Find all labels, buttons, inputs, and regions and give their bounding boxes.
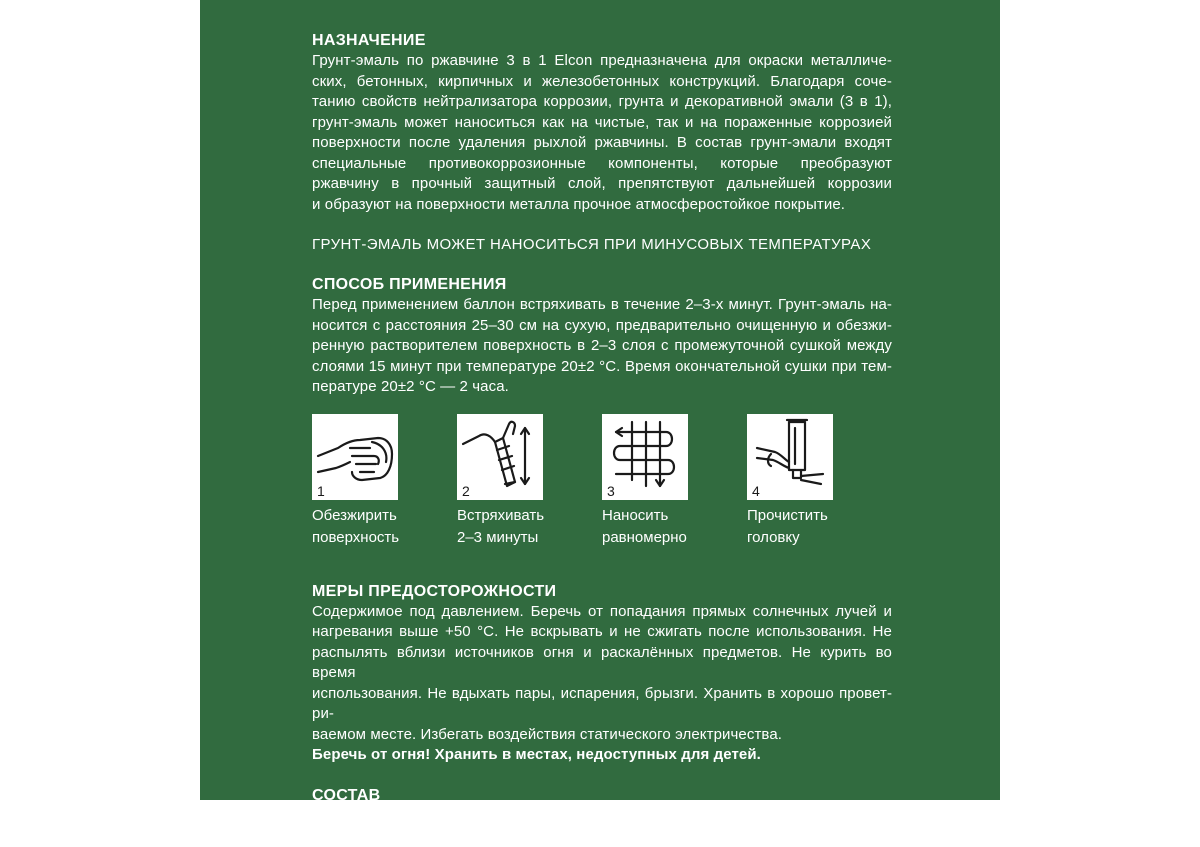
text-line: пропан, бутан. xyxy=(312,827,415,844)
precautions-heading: МЕРЫ ПРЕДОСТОРОЖНОСТИ xyxy=(312,582,557,600)
temperature-note: ГРУНТ-ЭМАЛЬ МОЖЕТ НАНОСИТЬСЯ ПРИ МИНУСОВЫХ ТЕМПЕРАТУРАХ xyxy=(312,236,872,253)
purpose-heading: НАЗНАЧЕНИЕ xyxy=(312,32,426,49)
step-number: 3 xyxy=(607,482,615,499)
text-line: использования. Не вдыхать пары, испарения, брызги. Хранить в хорошо проветри- xyxy=(312,684,892,722)
caption-line: Встряхивать xyxy=(457,506,545,524)
composition-heading: СОСТАВ xyxy=(312,786,381,804)
text-line: распылять вблизи источников огня и раскалённых предметов. Не курить во время xyxy=(312,643,892,681)
fire-warning: Беречь от огня! Хранить в местах, недоступных для детей. xyxy=(312,746,761,763)
step-caption xyxy=(312,505,457,549)
text-line: Перед применением баллон встряхивать в течение 2–3-х минут. Грунт-эмаль на- xyxy=(312,296,892,313)
precautions-text xyxy=(312,602,892,766)
caption-line: Обезжирить xyxy=(312,506,397,524)
text-line: Синтетические смолы, пигменты, наполнители, ароматические углеводороды, xyxy=(312,806,867,824)
text-line: нагревания выше +50 °С. Не вскрывать и не сжигать после использования. Не xyxy=(312,623,892,640)
text-line: слоями 15 минут при температуре 20±2 °С. Время окончательной сушки при тем- xyxy=(312,357,892,375)
text-line: танию свойств нейтрализатора коррозии, грунта и декоративной эмали (3 в 1), xyxy=(312,93,892,110)
step-2 xyxy=(457,414,602,549)
application-heading: СПОСОБ ПРИМЕНЕНИЯ xyxy=(312,276,507,293)
text-line: ских, бетонных, кирпичных и железобетонных конструкций. Благодаря соче- xyxy=(312,72,892,90)
text-line: ржавчину в прочный защитный слой, препятствуют дальнейшей коррозии xyxy=(312,175,892,192)
step-3 xyxy=(602,414,747,549)
text-line: носится с расстояния 25–30 см на сухую, предварительно очищенную и обезжи- xyxy=(312,316,892,334)
clean-nozzle-icon xyxy=(747,414,833,500)
caption-line: головку xyxy=(747,528,800,546)
step-number: 4 xyxy=(752,482,760,499)
text-line: ваемом месте. Избегать воздействия статического электричества. xyxy=(312,725,783,743)
step-caption xyxy=(457,505,602,549)
step-1 xyxy=(312,414,457,549)
text-line: ренную растворителем поверхность в 2–3 слоя с промежуточной сушкой между xyxy=(312,337,892,354)
instruction-panel xyxy=(200,0,1000,844)
caption-line: поверхность xyxy=(312,528,400,546)
text-line: поверхности после удаления рыхлой ржавчины. В состав грунт-эмали входят xyxy=(312,134,892,151)
text-line: пературе 20±2 °С — 2 часа. xyxy=(312,378,509,395)
degrease-hand-icon xyxy=(312,414,398,500)
text-line: специальные противокоррозионные компоненты, которые преобразуют xyxy=(312,154,892,172)
caption-line: равномерно xyxy=(602,528,687,546)
step-4 xyxy=(747,414,892,549)
caption-line: 2–3 минуты xyxy=(457,528,539,546)
content xyxy=(312,30,892,847)
caption-line: Прочистить xyxy=(747,506,828,524)
caption-line: Наносить xyxy=(602,506,669,524)
step-number: 1 xyxy=(317,482,325,499)
step-caption xyxy=(747,505,892,549)
shake-can-icon xyxy=(457,414,543,500)
step-caption xyxy=(602,505,747,549)
step-number: 2 xyxy=(462,482,470,499)
application-text xyxy=(312,295,892,398)
text-line: Грунт-эмаль по ржавчине 3 в 1 Elcon предназначена для окраски металличе- xyxy=(312,52,892,69)
text-line: Содержимое под давлением. Беречь от попадания прямых солнечных лучей и xyxy=(312,602,892,620)
text-line: грунт-эмаль может наноситься как на чистые, так и на пораженные коррозией xyxy=(312,113,892,131)
text-line: и образуют на поверхности металла прочное атмосферостойкое покрытие. xyxy=(312,195,846,213)
steps-row xyxy=(312,414,892,549)
spray-pattern-icon xyxy=(602,414,688,500)
composition-text xyxy=(312,806,892,847)
purpose-text xyxy=(312,51,892,215)
